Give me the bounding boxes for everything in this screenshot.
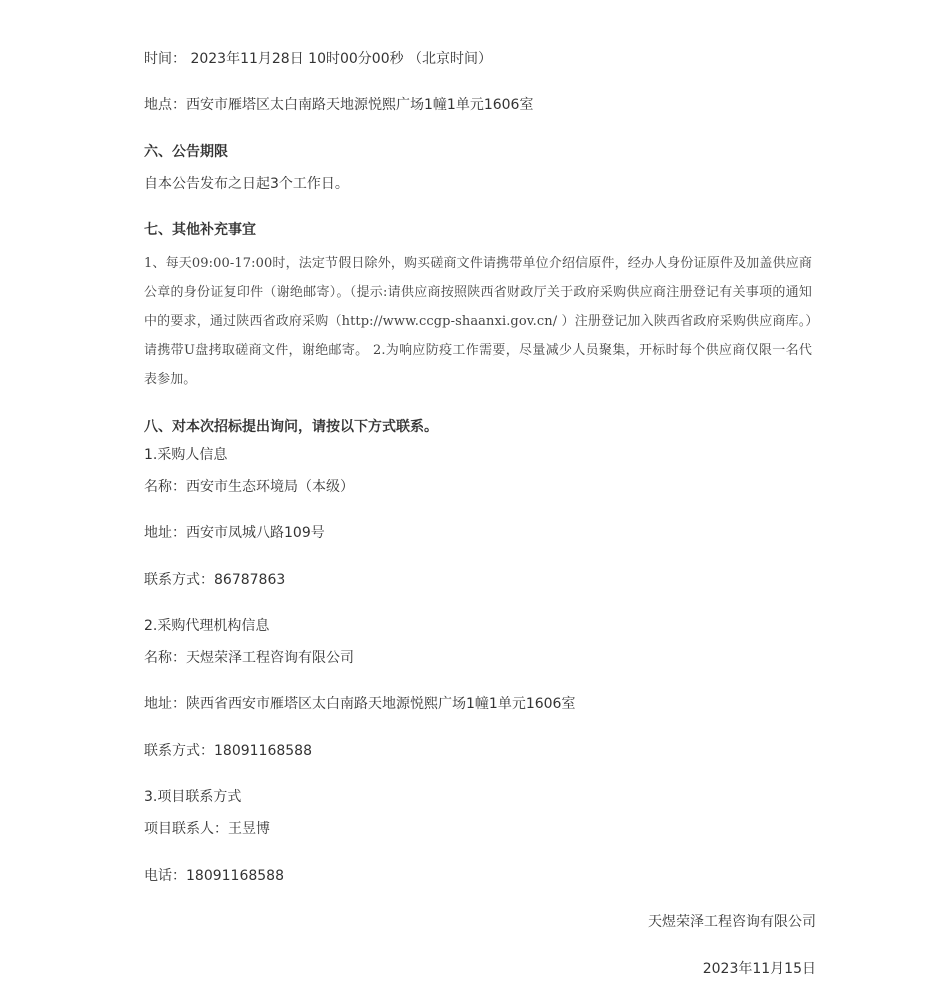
- agency-title: 2.采购代理机构信息: [144, 618, 270, 634]
- project-contact-title: 3.项目联系方式: [144, 789, 242, 805]
- section-6-text: 自本公告发布之日起3个工作日。: [144, 176, 349, 192]
- purchaser-address: 地址：西安市凤城八路109号: [144, 525, 325, 541]
- signature-date: 2023年11月15日: [702, 961, 816, 977]
- section-7-text: 1、每天09:00-17:00时，法定节假日除外，购买磋商文件请携带单位介绍信原件，经办人身份证原件及加盖供应商公章的身份证复印件（谢绝邮寄）。（提示:请供应商按照陕西省财政厅关于政府采购供应商注册登记有关事项的通知中的要求，通过陕西省政府采购（http://www.ccgp-shaanxi.gov.cn/ ）注册登记加入陕西省政府采购供应商库。）请携带U盘拷取磋商文件，谢绝邮寄。 2.为响应防疫工作需要，尽量减少人员聚集，开标时每个供应商仅限一名代表参加。: [144, 256, 812, 387]
- agency-address: 地址：陕西省西安市雁塔区太白南路天地源悦熙广场1幢1单元1606室: [144, 696, 576, 712]
- section-8-title: 八、对本次招标提出询问，请按以下方式联系。: [144, 419, 438, 435]
- signature-company: 天煜荣泽工程咨询有限公司: [648, 914, 816, 930]
- purchaser-contact: 联系方式：86787863: [144, 572, 286, 588]
- purchaser-title: 1.采购人信息: [144, 447, 228, 463]
- opening-place: 地点：西安市雁塔区太白南路天地源悦熙广场1幢1单元1606室: [144, 97, 534, 113]
- project-contact-person: 项目联系人：王昱博: [144, 821, 270, 837]
- project-contact-phone: 电话：18091168588: [144, 868, 284, 884]
- section-6-title: 六、公告期限: [144, 144, 228, 160]
- section-7-title: 七、其他补充事宜: [144, 222, 256, 238]
- opening-time: 时间： 2023年11月28日 10时00分00秒 （北京时间）: [144, 51, 493, 67]
- agency-contact: 联系方式：18091168588: [144, 743, 312, 759]
- agency-name: 名称：天煜荣泽工程咨询有限公司: [144, 650, 354, 666]
- purchaser-name: 名称：西安市生态环境局（本级）: [144, 479, 354, 495]
